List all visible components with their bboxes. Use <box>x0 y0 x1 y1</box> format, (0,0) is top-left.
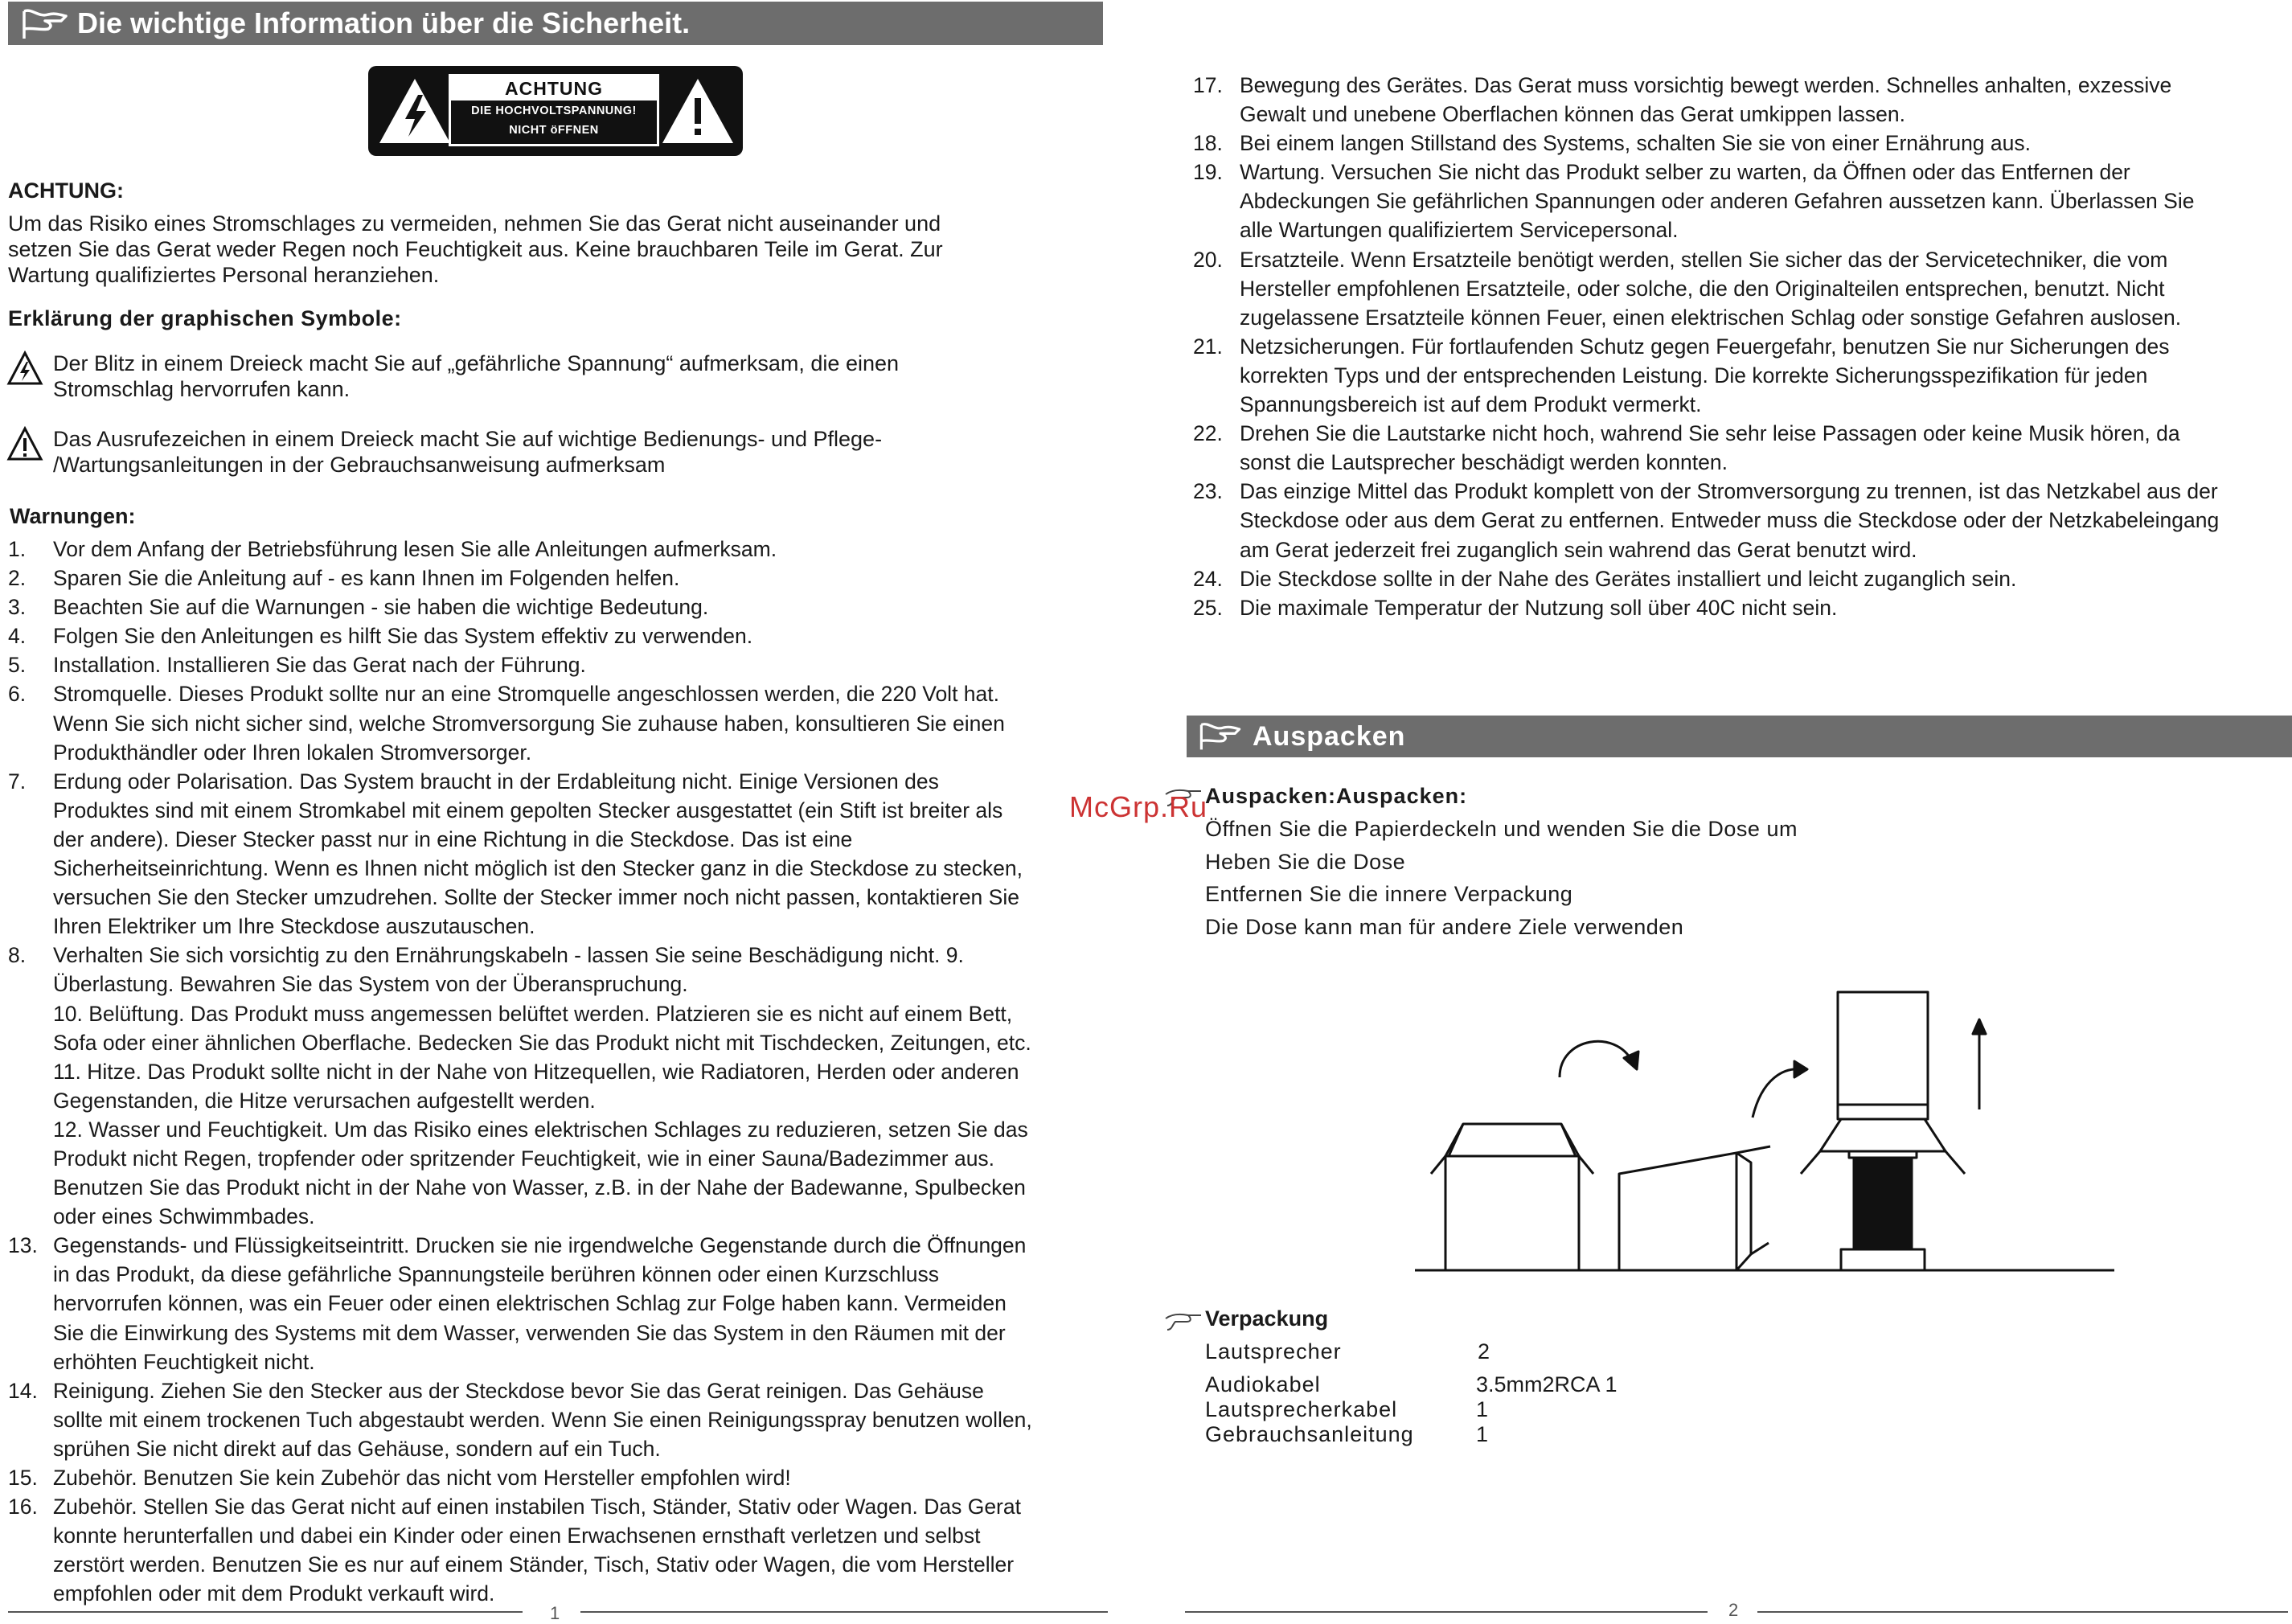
symbol-excl-text-2: /Wartungsanleitungen in der Gebrauchsanweisung aufmerksam <box>53 453 666 477</box>
list-item-line: Folgen Sie den Anleitungen es hilft Sie das System effektiv zu verwenden. <box>53 624 753 649</box>
left-header-title: Die wichtige Information über die Sicherheit. <box>77 6 691 39</box>
list-item-line: Gegenstanden, die Hitze verursachen aufgestellt werden. <box>53 1088 596 1113</box>
list-item-line: Zubehör. Benutzen Sie kein Zubehör das nicht vom Hersteller empfohlen wird! <box>53 1466 791 1490</box>
unpacking-illustration <box>1399 981 2122 1286</box>
unpack-title: Auspacken:Auspacken: <box>1205 784 1468 808</box>
list-item-number: 8. <box>8 943 27 968</box>
list-item-line: sollte mit einem trockenen Tuch abgestaubt werden. Wenn Sie einen Reinigungsspray benutzen wollen, <box>53 1407 1032 1432</box>
list-item-number: 17. <box>1193 73 1223 97</box>
right-warnings-list <box>1193 71 2219 622</box>
left-page-number: 1 <box>550 1603 560 1623</box>
list-item-number: 7. <box>8 769 27 794</box>
left-footer-line-b <box>580 1611 1108 1613</box>
list-item <box>8 535 1032 564</box>
list-item <box>8 1231 1032 1376</box>
list-item <box>8 767 1032 941</box>
symbol-bolt-text-2: Stromschlag hervorrufen kann. <box>53 377 351 401</box>
list-item-line: Bewegung des Gerätes. Das Gerat muss vorsichtig bewegt werden. Schnelles anhalten, exzessive <box>1240 73 2172 97</box>
list-item <box>1193 564 2219 593</box>
list-item-line: oder eines Schwimmbades. <box>53 1204 315 1229</box>
list-item-line: Wartung. Versuchen Sie nicht das Produkt selber zu warten, da Öffnen oder das Entfernen der <box>1240 160 2130 185</box>
warnings-list <box>8 535 1032 1608</box>
unpack-step-4: Die Dose kann man für andere Ziele verwenden <box>1205 915 1684 939</box>
list-item-number: 6. <box>8 682 27 707</box>
right-footer-line-b <box>1757 1611 2288 1613</box>
list-item-line: alle Wartungen qualifiziertem Servicepersonal. <box>1240 218 1679 243</box>
list-item <box>1193 419 2219 477</box>
list-item-line: empfohlen oder mit dem Produkt verkauft wird. <box>53 1581 495 1606</box>
list-item-line: Reinigung. Ziehen Sie den Stecker aus der Steckdose bevor Sie das Gerat reinigen. Das Gehäuse <box>53 1378 984 1403</box>
packing-qty-3: 1 <box>1476 1397 1489 1421</box>
list-item-line: Benutzen Sie das Produkt nicht in der Nahe von Wasser, z.B. in der Nahe der Badewanne, Spulbecken <box>53 1175 1026 1200</box>
list-item-number: 19. <box>1193 160 1223 185</box>
list-item-line: Sofa oder einer ähnlichen Oberflache. Bedecken Sie das Produkt nicht mit Tischdecken, Zeitungen, etc. <box>53 1030 1031 1055</box>
list-item <box>8 593 1032 621</box>
achtung-text-1: Um das Risiko eines Stromschlages zu vermeiden, nehmen Sie das Gerat nicht auseinander und <box>8 211 941 236</box>
list-item-line: zerstört werden. Benutzen Sie es nur auf einem Ständer, Tisch, Stativ oder Wagen, die vom Hersteller <box>53 1552 1015 1577</box>
list-item <box>8 941 1032 1231</box>
list-item-line: Bei einem langen Stillstand des Systems, schalten Sie sie von einer Ernährung aus. <box>1240 131 2031 156</box>
pointing-hand-icon <box>1164 1310 1203 1333</box>
list-item <box>1193 158 2219 244</box>
list-item <box>8 1376 1032 1463</box>
packing-item-4: Gebrauchsanleitung <box>1205 1422 1414 1446</box>
packing-qty-4: 1 <box>1476 1422 1489 1446</box>
warnings-title: Warnungen: <box>10 504 136 528</box>
list-item-line: Produkthändler oder Ihren lokalen Stromversorger. <box>53 740 532 765</box>
list-item-line: Ersatzteile. Wenn Ersatzteile benötigt werden, stellen Sie sicher das der Servicetechniker, die vom <box>1240 247 2168 272</box>
list-item-line: konnte herunterfallen und dabei ein Kinder oder einen Erwachsenen ernsthaft verletzen und selbst <box>53 1524 981 1548</box>
list-item <box>1193 332 2219 419</box>
list-item-line: Vor dem Anfang der Betriebsführung lesen Sie alle Anleitungen aufmerksam. <box>53 537 777 561</box>
list-item <box>1193 245 2219 332</box>
list-item-line: Hersteller empfohlenen Ersatzteile, oder solche, die den Originalteilen entsprechen, benutzt. Nicht <box>1240 276 2165 301</box>
list-item-line: versuchen Sie den Stecker umzudrehen. Sollte der Stecker immer noch nicht passen, kontaktieren Sie <box>53 885 1019 910</box>
list-item-line: 12. Wasser und Feuchtigkeit. Um das Risiko eines elektrischen Schlages zu reduzieren, setzen Sie das <box>53 1117 1028 1142</box>
list-item-line: Erdung oder Polarisation. Das System braucht in der Erdableitung nicht. Einige Versionen des <box>53 769 939 794</box>
left-section-header <box>8 2 1103 45</box>
list-item-line: Drehen Sie die Lautstarke nicht hoch, wahrend Sie sehr leise Passagen oder keine Musik hören, da <box>1240 421 2180 446</box>
achtung-text-3: Wartung qualifiziertes Personal heranziehen. <box>8 263 440 287</box>
list-item-line: zugelassene Ersatzteile können Feuer, einen elektrischen Schlag oder sonstige Gefahren auslosen. <box>1240 305 2182 330</box>
list-item-line: 11. Hitze. Das Produkt sollte nicht in der Nahe von Hitzequellen, wie Radiatoren, Herden oder anderen <box>53 1059 1019 1084</box>
list-item-number: 22. <box>1193 421 1223 446</box>
list-item-line: Ihren Elektriker um Ihre Steckdose auszutauschen. <box>53 914 535 939</box>
warning-label-box <box>368 66 743 156</box>
list-item-line: am Gerat jederzeit frei zuganglich sein wahrend das Gerat benutzt wird. <box>1240 537 1917 562</box>
list-item-line: hervorrufen können, was ein Feuer oder einen elektrischen Schlag zur Folge haben kann. Vermeiden <box>53 1291 1007 1316</box>
warning-label-line1: DIE HOCHVOLTSPANNUNG! <box>471 105 637 117</box>
list-item-line: sonst die Lautsprecher beschädigt werden konnten. <box>1240 450 1728 475</box>
packing-qty-2: 3.5mm2RCA 1 <box>1476 1372 1618 1396</box>
list-item-line: Wenn Sie sich nicht sicher sind, welche Stromversorgung Sie zuhause haben, konsultieren Sie einen <box>53 711 1005 736</box>
list-item-number: 1. <box>8 537 27 561</box>
lightning-triangle-icon <box>6 351 43 386</box>
list-item-line: in das Produkt, da diese gefährliche Spannungsteile berühren können oder einen Kurzschluss <box>53 1262 939 1287</box>
list-item-line: Beachten Sie auf die Warnungen - sie haben die wichtige Bedeutung. <box>53 595 709 620</box>
packing-item-1: Lautsprecher <box>1205 1339 1342 1364</box>
list-item <box>8 650 1032 679</box>
list-item-line: Das einzige Mittel das Produkt komplett von der Stromversorgung zu trennen, ist das Netzkabel aus der <box>1240 479 2218 504</box>
left-footer-line-a <box>8 1611 523 1613</box>
list-item <box>1193 71 2219 129</box>
list-item-line: Überlastung. Bewahren Sie das System von der Überanspruchung. <box>53 972 688 997</box>
list-item <box>8 1463 1032 1492</box>
list-item-number: 4. <box>8 624 27 649</box>
right-footer-line-a <box>1185 1611 1708 1613</box>
list-item-line: Die maximale Temperatur der Nutzung soll über 40C nicht sein. <box>1240 595 1838 620</box>
list-item <box>8 564 1032 593</box>
packing-qty-1: 2 <box>1478 1339 1490 1364</box>
list-item-line: korrekten Typs und der entsprechenden Leistung. Die korrekte Sicherungsspezifikation für jeden <box>1240 363 2148 388</box>
list-item <box>1193 477 2219 564</box>
right-page-number: 2 <box>1728 1600 1739 1620</box>
unpack-step-3: Entfernen Sie die innere Verpackung <box>1205 882 1573 906</box>
warning-label-text-panel <box>449 74 659 146</box>
warning-label-line2: NICHT öFFNEN <box>509 124 599 137</box>
list-item-line: Die Steckdose sollte in der Nahe des Gerätes installiert und leicht zuganglich sein. <box>1240 566 2017 591</box>
list-item-line: Stromquelle. Dieses Produkt sollte nur an eine Stromquelle angeschlossen werden, die 220 Volt hat. <box>53 682 999 707</box>
list-item <box>8 1492 1032 1608</box>
list-item-line: Zubehör. Stellen Sie das Gerat nicht auf einen instabilen Tisch, Ständer, Stativ oder Wagen. Das Gerat <box>53 1495 1021 1519</box>
unpack-step-2: Heben Sie die Dose <box>1205 850 1406 874</box>
list-item-line: 10. Belüftung. Das Produkt muss angemessen belüftet werden. Platzieren sie es nicht auf einem Bett, <box>53 1001 1013 1026</box>
list-item-number: 13. <box>8 1233 38 1258</box>
list-item-line: Produktes sind mit einem Stromkabel mit einem gepolten Stecker ausgestattet (ein Stift ist breiter als <box>53 798 1003 822</box>
packing-item-2: Audiokabel <box>1205 1372 1321 1396</box>
list-item-line: Gegenstands- und Flüssigkeitseintritt. Drucken sie nie irgendwelche Gegenstande durch die Öffnungen <box>53 1233 1027 1258</box>
unpack-step-1: Öffnen Sie die Papierdeckeln und wenden Sie die Dose um <box>1205 817 1798 841</box>
list-item-number: 24. <box>1193 566 1223 591</box>
achtung-text-2: setzen Sie das Gerat weder Regen noch Feuchtigkeit aus. Keine brauchbaren Teile im Gerat. Zur <box>8 237 943 261</box>
list-item-line: Sparen Sie die Anleitung auf - es kann Ihnen im Folgenden helfen. <box>53 566 680 591</box>
list-item-line: Spannungsbereich ist auf dem Produkt vermerkt. <box>1240 392 1702 417</box>
list-item-line: sprühen Sie nicht direkt auf das Gehäuse, sondern auf ein Tuch. <box>53 1436 661 1461</box>
list-item-number: 3. <box>8 595 27 620</box>
list-item-line: Sicherheitseinrichtung. Wenn es Ihnen nicht möglich ist den Stecker ganz in die Steckdose zu stecken, <box>53 856 1023 881</box>
list-item-number: 18. <box>1193 131 1223 156</box>
list-item-number: 16. <box>8 1495 38 1519</box>
list-item-number: 21. <box>1193 334 1223 359</box>
list-item <box>1193 129 2219 158</box>
list-item-number: 25. <box>1193 595 1223 620</box>
list-item-line: Installation. Installieren Sie das Gerat nach der Führung. <box>53 653 586 678</box>
watermark: McGrp.Ru <box>1069 790 1208 823</box>
list-item-number: 5. <box>8 653 27 678</box>
list-item-line: Verhalten Sie sich vorsichtig zu den Ernährungskabeln - lassen Sie seine Beschädigung nicht. 9. <box>53 943 964 968</box>
list-item-line: der andere). Dieser Stecker passt nur in eine Richtung in die Steckdose. Das ist eine <box>53 826 853 851</box>
packing-item-3: Lautsprecherkabel <box>1205 1397 1398 1421</box>
symbols-title: Erklärung der graphischen Symbole: <box>8 306 402 330</box>
unpack-header-title: Auspacken <box>1253 721 1406 752</box>
packing-title: Verpackung <box>1205 1306 1329 1331</box>
exclamation-warning-icon <box>659 74 736 148</box>
list-item-number: 2. <box>8 566 27 591</box>
list-item <box>8 621 1032 650</box>
symbol-bolt-text-1: Der Blitz in einem Dreieck macht Sie auf „gefährliche Spannung“ aufmerksam, die einen <box>53 351 900 375</box>
list-item-line: Steckdose oder aus dem Gerat zu entfernen. Entweder muss die Steckdose oder der Netzkabeleingang <box>1240 508 2220 533</box>
list-item <box>8 679 1032 766</box>
list-item-number: 15. <box>8 1466 38 1490</box>
list-item-line: erhöhten Feuchtigkeit nicht. <box>53 1349 315 1374</box>
list-item-line: Netzsicherungen. Für fortlaufenden Schutz gegen Feuergefahr, benutzen Sie nur Sicherungen des <box>1240 334 2170 359</box>
list-item-line: Abdeckungen Sie gefährlichen Spannungen oder anderen Gefahren aussetzen kann. Überlassen Sie <box>1240 189 2195 214</box>
list-item-number: 14. <box>8 1378 38 1403</box>
list-item-line: Produkt nicht Regen, tropfender oder spritzender Feuchtigkeit, wie in einer Sauna/Badezimmer aus. <box>53 1146 995 1171</box>
warning-label-title: ACHTUNG <box>451 76 657 100</box>
achtung-title: ACHTUNG: <box>8 178 124 203</box>
hand-pointer-icon <box>21 6 69 42</box>
symbol-excl-text-1: Das Ausrufezeichen in einem Dreieck macht Sie auf wichtige Bedienungs- und Pflege- <box>53 427 883 451</box>
list-item-line: Gewalt und unebene Oberflachen können das Gerat umkippen lassen. <box>1240 102 1905 127</box>
list-item-line: Sie die Einwirkung des Systems mit dem Wasser, verwenden Sie das System in den Räumen mit der <box>53 1320 1006 1345</box>
list-item <box>1193 593 2219 622</box>
list-item-number: 23. <box>1193 479 1223 504</box>
unpack-section-header <box>1187 716 2292 757</box>
hand-pointer-icon <box>1198 720 1243 753</box>
list-item-number: 20. <box>1193 247 1223 272</box>
high-voltage-warning-icon <box>376 74 453 148</box>
exclamation-triangle-icon <box>6 426 43 461</box>
